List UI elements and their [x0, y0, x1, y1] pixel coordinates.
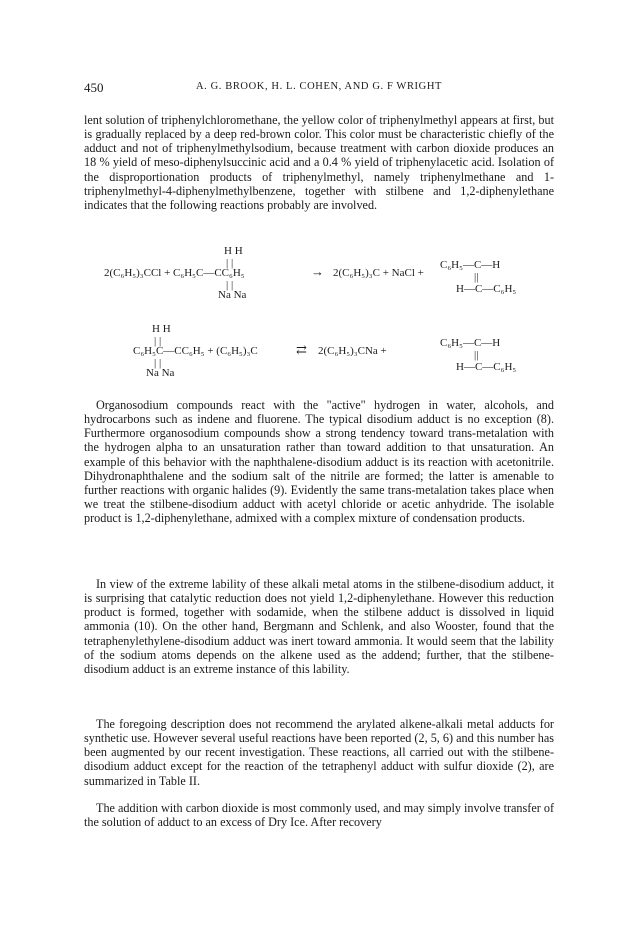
eq2-stilbene-double-bond: ||: [474, 349, 479, 361]
eq1-bottom-sodium: Na Na: [218, 289, 247, 301]
eq2-top-bonds: | |: [154, 335, 162, 347]
eq1-stilbene-double-bond: ||: [474, 271, 479, 283]
reaction-equation-2: [0, 323, 635, 403]
page-header: [84, 80, 554, 96]
eq2-equilibrium-arrow: ⇄: [296, 342, 307, 357]
eq1-stilbene-top: C₆H₅—C—H: [440, 259, 501, 271]
eq2-bottom-bonds: | |: [154, 357, 162, 369]
eq1-stilbene-bottom: H—C—C₆H₅: [456, 283, 517, 295]
body-paragraph-5: The addition with carbon dioxide is most commonly used, and may simply involve transfer of the solution of adduct to an excess of Dry Ice. After recovery: [84, 801, 554, 830]
eq2-stilbene-bottom: H—C—C₆H₅: [456, 361, 517, 373]
eq1-top-bonds: | |: [226, 257, 234, 269]
running-head: A. G. BROOK, H. L. COHEN, AND G. F WRIGHT: [195, 81, 443, 92]
eq1-arrow: →: [311, 264, 324, 279]
eq2-top-hydrogens: H H: [152, 323, 171, 335]
body-paragraph-3: In view of the extreme lability of these alkali metal atoms in the stilbene-disodium adduct, it is surprising that catalytic reduction does not yield 1,2-diphenylethane. However this reduction product is formed, together with sodamide, when the stilbene adduct is dissolved in liquid ammonia (10). On the other hand, Bergmann and Schlenk, and also Wooster, found that the tetraphenylethylene-disodium adduct was inert toward ammonia. It would seem that the lability of the sodium atoms depends on the alkene used as the addend; further, that the stilbene-disodium adduct is an extreme instance of this lability.: [84, 577, 554, 676]
eq2-stilbene-top: C₆H₅—C—H: [440, 337, 501, 349]
eq1-bottom-bonds: | |: [226, 279, 234, 291]
reaction-equation-1: [0, 245, 635, 325]
eq2-reactants: C₆H₅C—CC₆H₅ + (C₆H₅)₃C: [133, 345, 258, 357]
body-paragraph-2: Organosodium compounds react with the "active" hydrogen in water, alcohols, and hydrocarbons such as indene and fluorene. The typical disodium adduct is no exception (8). Furthermore organosodium compounds show a strong tendency toward trans-metalation with the hydrogen alpha to an unsaturation rather than toward addition to that unsaturation. An example of this behavior with the naphthalene-disodium adduct is its reaction with acetonitrile. Dihydronaphthalene and the sodium salt of the nitrile are formed; the latter is amenable to further reactions with organic halides (9). Evidently the same trans-metalation takes place when we treat the stilbene-disodium adduct with acetyl chloride or acetic anhydride. The isolable product is 1,2-diphenylethane, admixed with a complex mixture of condensation products.: [84, 398, 554, 526]
eq1-top-hydrogens: H H: [224, 245, 243, 257]
eq2-bottom-sodium: Na Na: [146, 367, 175, 379]
eq2-products: 2(C₆H₅)₃CNa +: [318, 345, 387, 357]
body-paragraph-4: The foregoing description does not recommend the arylated alkene-alkali metal adducts for synthetic use. However several useful reactions have been reported (2, 5, 6) and this number has been augmented by our recent investigation. These reactions, all carried out with the stilbene-disodium adduct except for the reaction of the tetraphenyl adduct with sulfur dioxide (2), are summarized in Table II.: [84, 717, 554, 788]
body-paragraph-1: lent solution of triphenylchloromethane, the yellow color of triphenylmethyl appears at first, but is gradually replaced by a deep red-brown color. This color must be characteristic chiefly of the adduct and not of triphenylmethylsodium, because treatment with carbon dioxide produces an 18 % yield of meso-diphenylsuccinic acid and a 0.4 % yield of triphenylacetic acid. Isolation of the disproportionation products of triphenylmethyl, namely triphenylmethane and 1-triphenylmethyl-4-diphenylmethylbenzene, together with stilbene and 1,2-diphenylethane indicates that the following reactions probably are involved.: [84, 113, 554, 212]
eq1-reactants: 2(C₆H₅)₃CCl + C₆H₅C—CC₆H₅: [104, 267, 245, 279]
eq1-products: 2(C₆H₅)₃C + NaCl +: [333, 267, 424, 279]
page-number: 450: [84, 80, 104, 95]
